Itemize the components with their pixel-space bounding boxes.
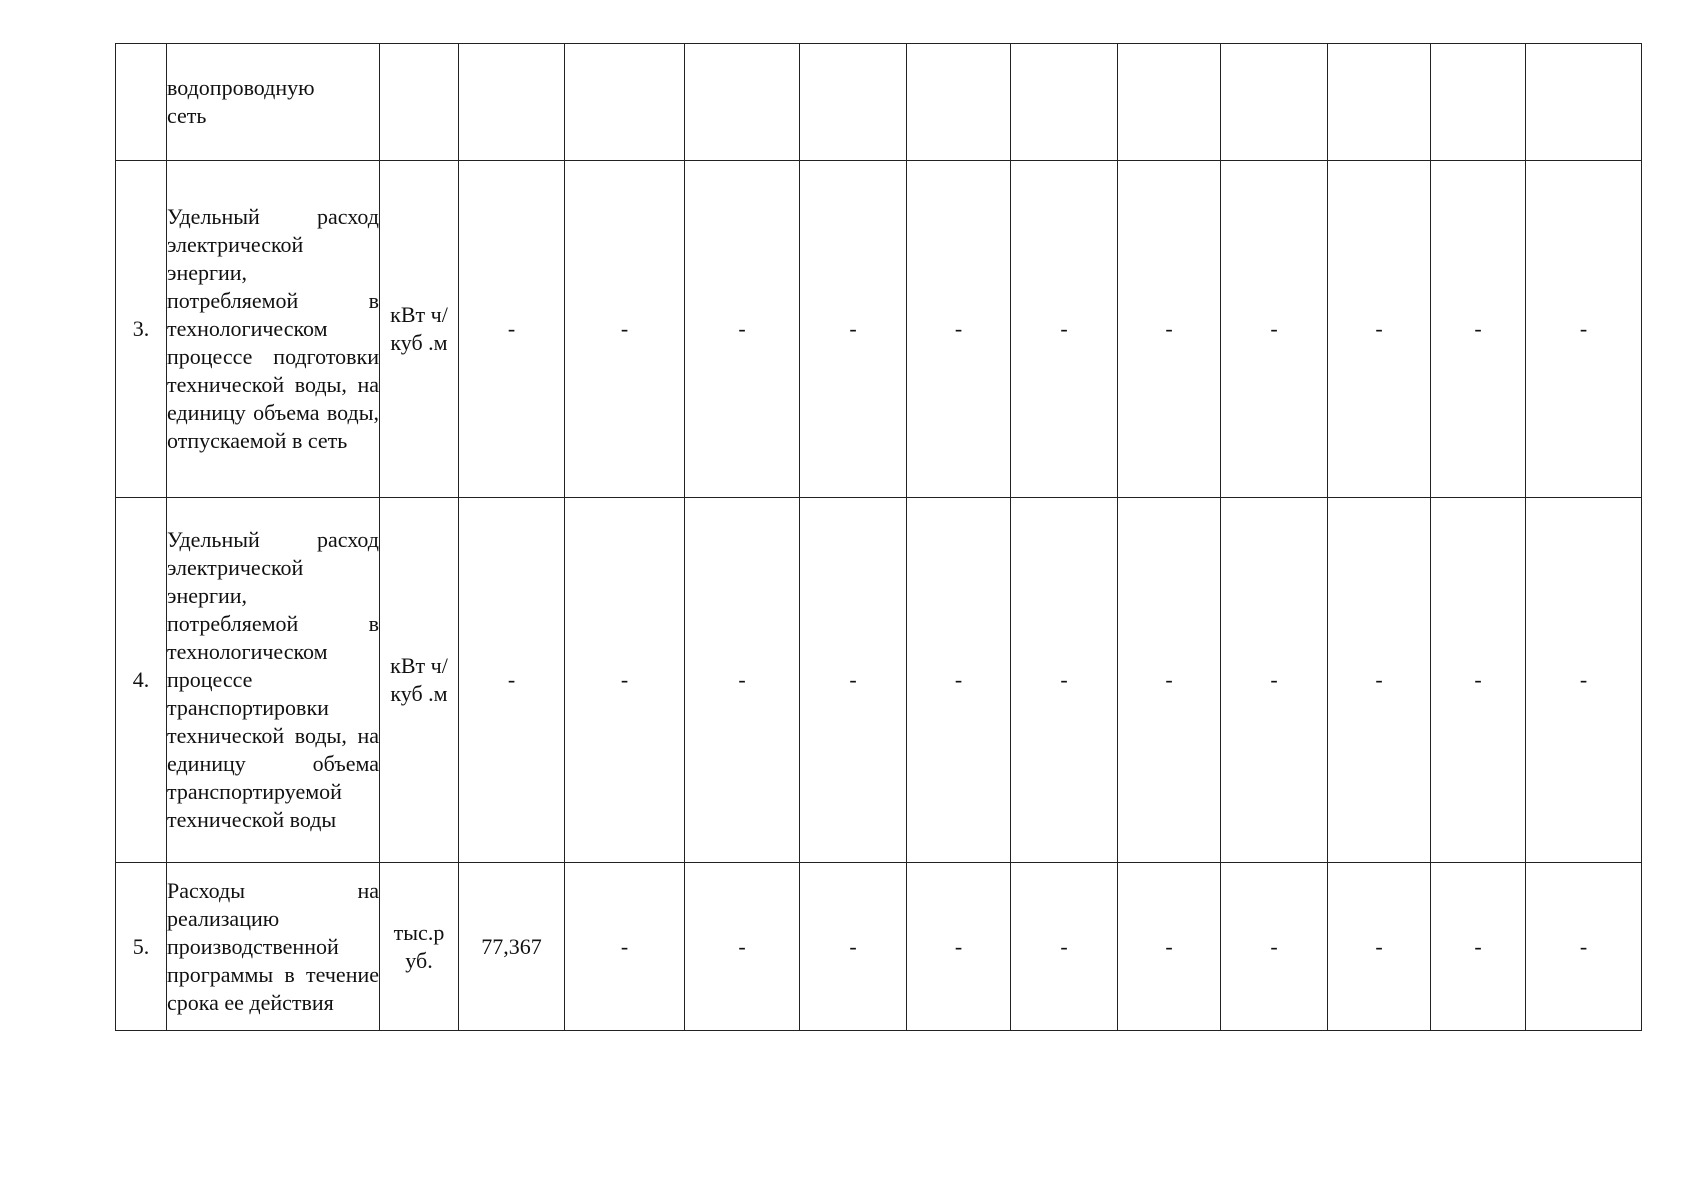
value-cell: - — [685, 498, 800, 863]
value-cell: - — [459, 161, 565, 498]
row-number — [116, 44, 167, 161]
value-cell: - — [1328, 863, 1431, 1031]
value-cell: - — [1431, 498, 1526, 863]
value-cell — [685, 44, 800, 161]
value-cell: - — [1526, 498, 1642, 863]
row-number: 3. — [116, 161, 167, 498]
value-cell — [1118, 44, 1221, 161]
value-cell: - — [1221, 498, 1328, 863]
first-row-name-source — [0, 0, 1, 1]
value-cell: - — [1221, 863, 1328, 1031]
table-row — [116, 161, 1642, 498]
table-row — [116, 863, 1642, 1031]
value-cell: - — [907, 863, 1011, 1031]
value-cell — [1328, 44, 1431, 161]
value-cell — [565, 44, 685, 161]
value-cell: - — [907, 161, 1011, 498]
indicator-name: водопроводную сеть — [167, 44, 380, 161]
value-cell: - — [459, 498, 565, 863]
value-cell: - — [1118, 161, 1221, 498]
value-cell: - — [1011, 863, 1118, 1031]
unit-cell: кВт ч/куб .м — [380, 498, 459, 863]
value-cell: - — [1431, 863, 1526, 1031]
table-row — [116, 44, 1642, 161]
value-cell: - — [1431, 161, 1526, 498]
value-cell: - — [1328, 498, 1431, 863]
value-cell: - — [565, 161, 685, 498]
indicator-name: Удельный расход электрической энергии, потребляемой в технологическом процессе транспортировки технической воды, на единицу объема транспортируемой технической воды — [167, 498, 380, 863]
value-cell: - — [565, 498, 685, 863]
value-cell: - — [1118, 863, 1221, 1031]
unit-cell — [380, 44, 459, 161]
value-cell: 77,367 — [459, 863, 565, 1031]
value-cell — [459, 44, 565, 161]
value-cell — [800, 44, 907, 161]
value-cell: - — [1011, 161, 1118, 498]
indicators-table — [115, 43, 1642, 1031]
value-cell: - — [1221, 161, 1328, 498]
value-cell — [1221, 44, 1328, 161]
value-cell: - — [800, 161, 907, 498]
value-cell: - — [685, 863, 800, 1031]
value-cell — [907, 44, 1011, 161]
value-cell: - — [800, 863, 907, 1031]
row-number: 4. — [116, 498, 167, 863]
unit-cell: тыс.р уб. — [380, 863, 459, 1031]
table-row — [116, 498, 1642, 863]
value-cell: - — [800, 498, 907, 863]
value-cell — [1526, 44, 1642, 161]
indicator-name: Удельный расход электрической энергии, потребляемой в технологическом процессе подготовки технической воды, на единицу объема воды, отпускаемой в сеть — [167, 161, 380, 498]
unit-cell: кВт ч/куб .м — [380, 161, 459, 498]
indicator-name: Расходы на реализацию производственной программы в течение срока ее действия — [167, 863, 380, 1031]
value-cell: - — [1328, 161, 1431, 498]
value-cell: - — [1118, 498, 1221, 863]
value-cell: - — [565, 863, 685, 1031]
value-cell — [1431, 44, 1526, 161]
row-number: 5. — [116, 863, 167, 1031]
value-cell: - — [1526, 863, 1642, 1031]
value-cell — [1011, 44, 1118, 161]
value-cell: - — [907, 498, 1011, 863]
value-cell: - — [1011, 498, 1118, 863]
value-cell: - — [685, 161, 800, 498]
value-cell: - — [1526, 161, 1642, 498]
